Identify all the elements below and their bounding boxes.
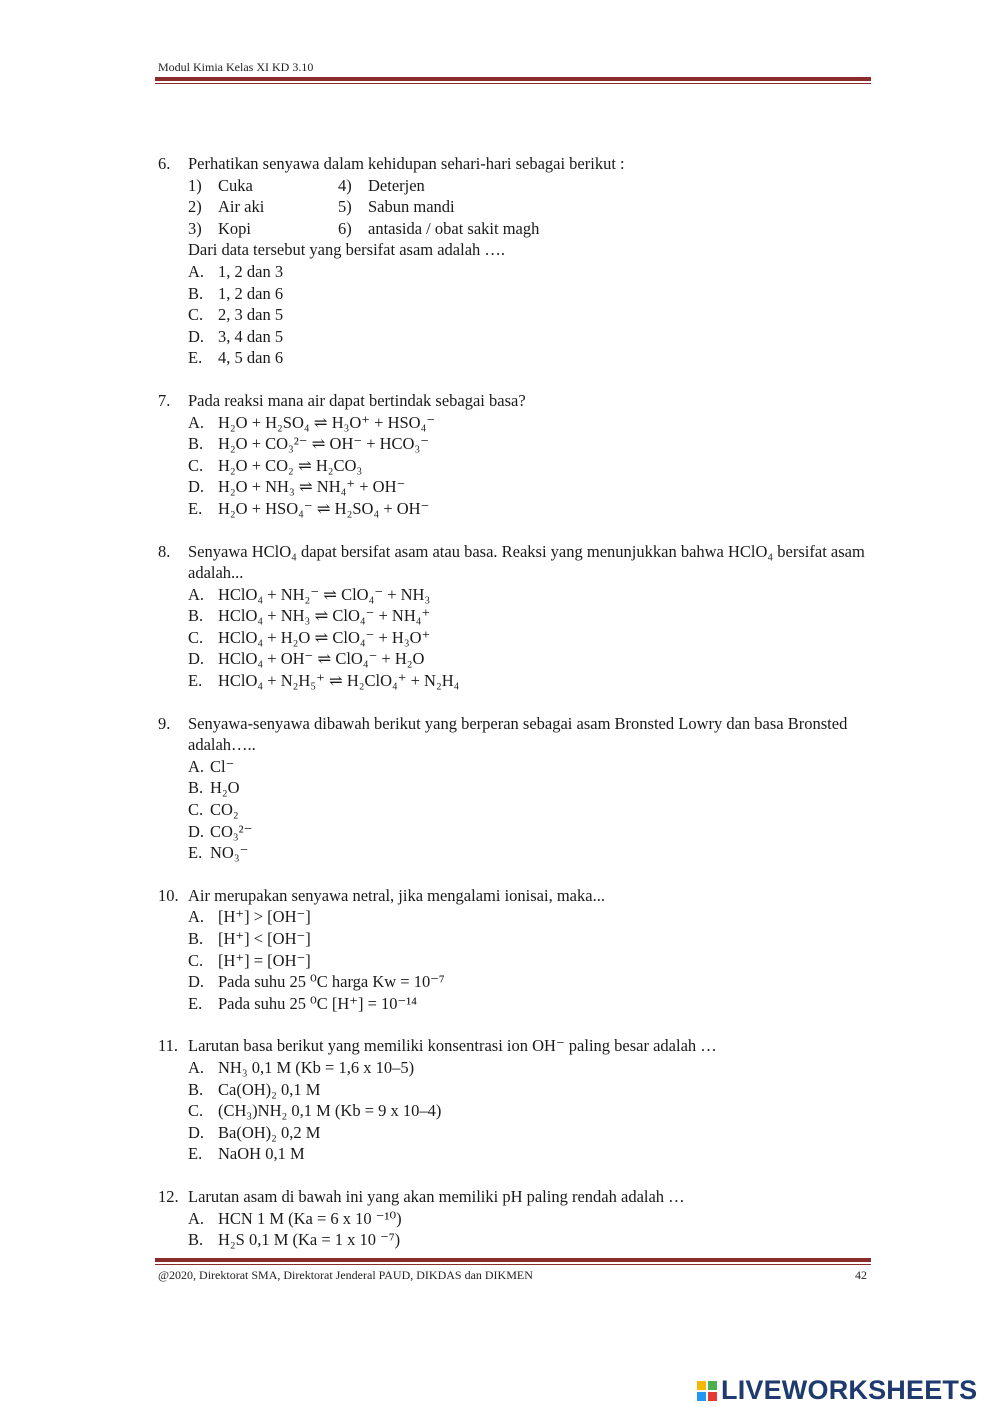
- footer-rule-thin: [155, 1264, 871, 1265]
- footer-copyright: @2020, Direktorat SMA, Direktorat Jenderal PAUD, DIKDAS dan DIKMEN: [158, 1268, 533, 1282]
- question-number: 7.: [158, 390, 171, 410]
- option-b[interactable]: B. H₂O: [188, 778, 240, 798]
- option-d[interactable]: D. Pada suhu 25 ⁰C harga Kw = 10⁻⁷: [188, 972, 445, 992]
- question-8: [158, 541, 873, 692]
- option-e[interactable]: E. HClO₄ + N₂H₅⁺ ⇌ H₂ClO₄⁺ + N₂H₄: [188, 671, 460, 691]
- option-c[interactable]: C. (CH₃)NH₂ 0,1 M (Kb = 9 x 10–4): [188, 1101, 442, 1121]
- option-a[interactable]: A. HClO₄ + NH₂⁻ ⇌ ClO₄⁻ + NH₃: [188, 584, 431, 604]
- list-item: 4) Deterjen: [338, 175, 425, 195]
- question-text: Air merupakan senyawa netral, jika mengalami ionisai, maka...: [188, 885, 605, 905]
- watermark-text: LIVEWORKSHEETS: [721, 1375, 978, 1405]
- option-b[interactable]: B. 1, 2 dan 6: [188, 283, 284, 303]
- option-d[interactable]: D. 3, 4 dan 5: [188, 326, 284, 346]
- list-item: 2) Air aki: [188, 197, 265, 217]
- option-d[interactable]: D. CO₃²⁻: [188, 821, 253, 841]
- option-a[interactable]: A. [H⁺] > [OH⁻]: [188, 907, 311, 927]
- list-item: 3) Kopi: [188, 218, 251, 238]
- question-7: [158, 390, 873, 520]
- option-b[interactable]: B. H₂S 0,1 M (Ka = 1 x 10 ⁻⁷): [188, 1230, 401, 1250]
- option-c[interactable]: C. HClO₄ + H₂O ⇌ ClO₄⁻ + H₃O⁺: [188, 627, 431, 647]
- option-b[interactable]: B. Ca(OH)₂ 0,1 M: [188, 1079, 321, 1099]
- question-followup: Dari data tersebut yang bersifat asam adalah ….: [188, 240, 506, 260]
- footer-rule-thick: [155, 1258, 871, 1262]
- liveworksheets-logo-icon: [697, 1381, 717, 1401]
- option-d[interactable]: D. HClO₄ + OH⁻ ⇌ ClO₄⁻ + H₂O: [188, 649, 425, 669]
- option-a[interactable]: A. HCN 1 M (Ka = 6 x 10 ⁻¹⁰): [188, 1208, 402, 1228]
- page-header: Modul Kimia Kelas XI KD 3.10: [158, 60, 314, 74]
- question-number: 10.: [158, 885, 179, 905]
- option-b[interactable]: B. HClO₄ + NH₃ ⇌ ClO₄⁻ + NH₄⁺: [188, 606, 431, 626]
- page-number: 42: [855, 1268, 867, 1282]
- liveworksheets-watermark: [697, 1375, 977, 1406]
- question-text: Pada reaksi mana air dapat bertindak sebagai basa?: [188, 390, 526, 410]
- option-e[interactable]: E. Pada suhu 25 ⁰C [H⁺] = 10⁻¹⁴: [188, 993, 417, 1013]
- question-number: 6.: [158, 154, 171, 173]
- questions: [158, 153, 873, 1272]
- option-e[interactable]: E. H₂O + HSO₄⁻ ⇌ H₂SO₄ + OH⁻: [188, 498, 430, 518]
- question-text: Senyawa-senyawa dibawah berikut yang berperan sebagai asam Bronsted Lowry dan basa Bronsted adalah…..: [188, 713, 848, 755]
- option-d[interactable]: D. H₂O + NH₃ ⇌ NH₄⁺ + OH⁻: [188, 477, 406, 497]
- option-b[interactable]: B. [H⁺] < [OH⁻]: [188, 929, 311, 948]
- question-11: [158, 1035, 873, 1165]
- question-12: [158, 1186, 873, 1251]
- question-text: Perhatikan senyawa dalam kehidupan sehari-hari sebagai berikut :: [188, 154, 625, 173]
- logo-square: [697, 1381, 706, 1390]
- option-a[interactable]: A. NH₃ 0,1 M (Kb = 1,6 x 10–5): [188, 1057, 415, 1077]
- option-d[interactable]: D. Ba(OH)₂ 0,2 M: [188, 1122, 321, 1142]
- question-number: 11.: [158, 1036, 179, 1056]
- list-item: 5) Sabun mandi: [338, 197, 455, 217]
- question-number: 12.: [158, 1186, 179, 1206]
- option-e[interactable]: E. NO₃⁻: [188, 843, 249, 863]
- question-9: [158, 713, 873, 864]
- header-rule-thin: [155, 83, 871, 84]
- question-6: [158, 153, 873, 369]
- question-number: 9.: [158, 713, 171, 733]
- option-a[interactable]: A. H₂O + H₂SO₄ ⇌ H₃O⁺ + HSO₄⁻: [188, 412, 436, 432]
- option-c[interactable]: C. H₂O + CO₂ ⇌ H₂CO₃: [188, 455, 363, 475]
- question-number: 8.: [158, 541, 171, 561]
- option-a[interactable]: A. 1, 2 dan 3: [188, 261, 284, 281]
- header-rule-thick: [155, 77, 871, 81]
- option-c[interactable]: C. CO₂: [188, 800, 239, 820]
- option-c[interactable]: C. [H⁺] = [OH⁻]: [188, 950, 311, 970]
- option-e[interactable]: E. NaOH 0,1 M: [188, 1144, 305, 1164]
- question-text: Larutan basa berikut yang memiliki konsentrasi ion OH⁻ paling besar adalah …: [188, 1036, 717, 1056]
- logo-square: [697, 1392, 706, 1401]
- list-item: 1) Cuka: [188, 175, 253, 195]
- option-a[interactable]: A. Cl⁻: [188, 756, 235, 776]
- item-list: [188, 175, 873, 240]
- option-e[interactable]: E. 4, 5 dan 6: [188, 348, 284, 368]
- question-text: Senyawa HClO₄ dapat bersifat asam atau basa. Reaksi yang menunjukkan bahwa HClO₄ bersifat asam adalah...: [188, 541, 865, 583]
- question-text: Larutan asam di bawah ini yang akan memiliki pH paling rendah adalah …: [188, 1186, 685, 1206]
- logo-square: [708, 1392, 717, 1401]
- list-item: 6) antasida / obat sakit magh: [338, 218, 540, 238]
- logo-square: [708, 1381, 717, 1390]
- option-b[interactable]: B. H₂O + CO₃²⁻ ⇌ OH⁻ + HCO₃⁻: [188, 434, 429, 454]
- option-c[interactable]: C. 2, 3 dan 5: [188, 305, 284, 325]
- question-10: [158, 885, 873, 1015]
